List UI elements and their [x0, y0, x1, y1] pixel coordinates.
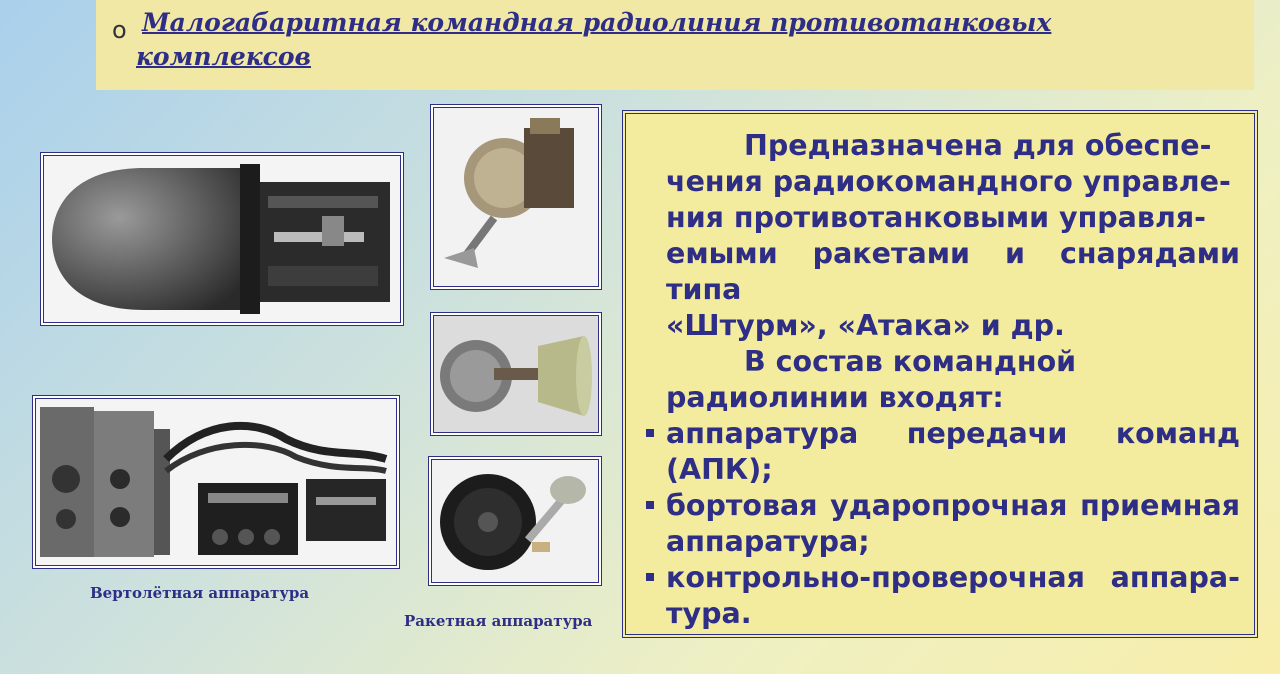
missile-equipment-3-image	[432, 460, 598, 582]
para2-line2: радиолинии входят:	[666, 381, 1004, 414]
square-bullet-icon	[646, 501, 654, 509]
photo-missile-equipment-2	[430, 312, 602, 436]
description-text	[666, 128, 1240, 632]
components-list	[666, 416, 1240, 632]
caption-helicopter-equipment: Вертолётная аппаратура	[90, 584, 310, 602]
photo-helicopter-equipment	[32, 395, 400, 569]
para1-line5: «Штурм», «Атака» и др.	[666, 309, 1065, 342]
title-bullet: o	[112, 16, 127, 44]
para1-line4: емыми ракетами и снарядами типа	[666, 237, 1240, 306]
para2-line1: В состав командной	[744, 345, 1077, 378]
para1-line3: ния противотанковыми управля-	[666, 201, 1206, 234]
para1-line1: Предназначена для обеспе-	[744, 129, 1212, 162]
missile-equipment-1-image	[434, 108, 598, 286]
square-bullet-icon	[646, 573, 654, 581]
missile-equipment-2-image	[434, 316, 598, 432]
helicopter-equipment-image	[36, 399, 396, 565]
square-bullet-icon	[646, 429, 654, 437]
photo-missile-seeker-unit	[40, 152, 404, 326]
photo-missile-equipment-1	[430, 104, 602, 290]
para1-line2: чения радиокомандного управле-	[666, 165, 1231, 198]
slide-title: Малогабаритная командная радиолиния противотанковых комплексов	[136, 8, 1052, 71]
photo-missile-equipment-3	[428, 456, 602, 586]
list-item: контрольно-проверочная аппара- тура.	[666, 560, 1240, 632]
list-item: бортовая ударопрочная приемная аппаратура;	[666, 488, 1240, 560]
list-item: аппаратура передачи команд (АПК);	[666, 416, 1240, 488]
caption-missile-equipment: Ракетная аппаратура	[404, 612, 593, 630]
missile-seeker-image	[44, 156, 400, 322]
